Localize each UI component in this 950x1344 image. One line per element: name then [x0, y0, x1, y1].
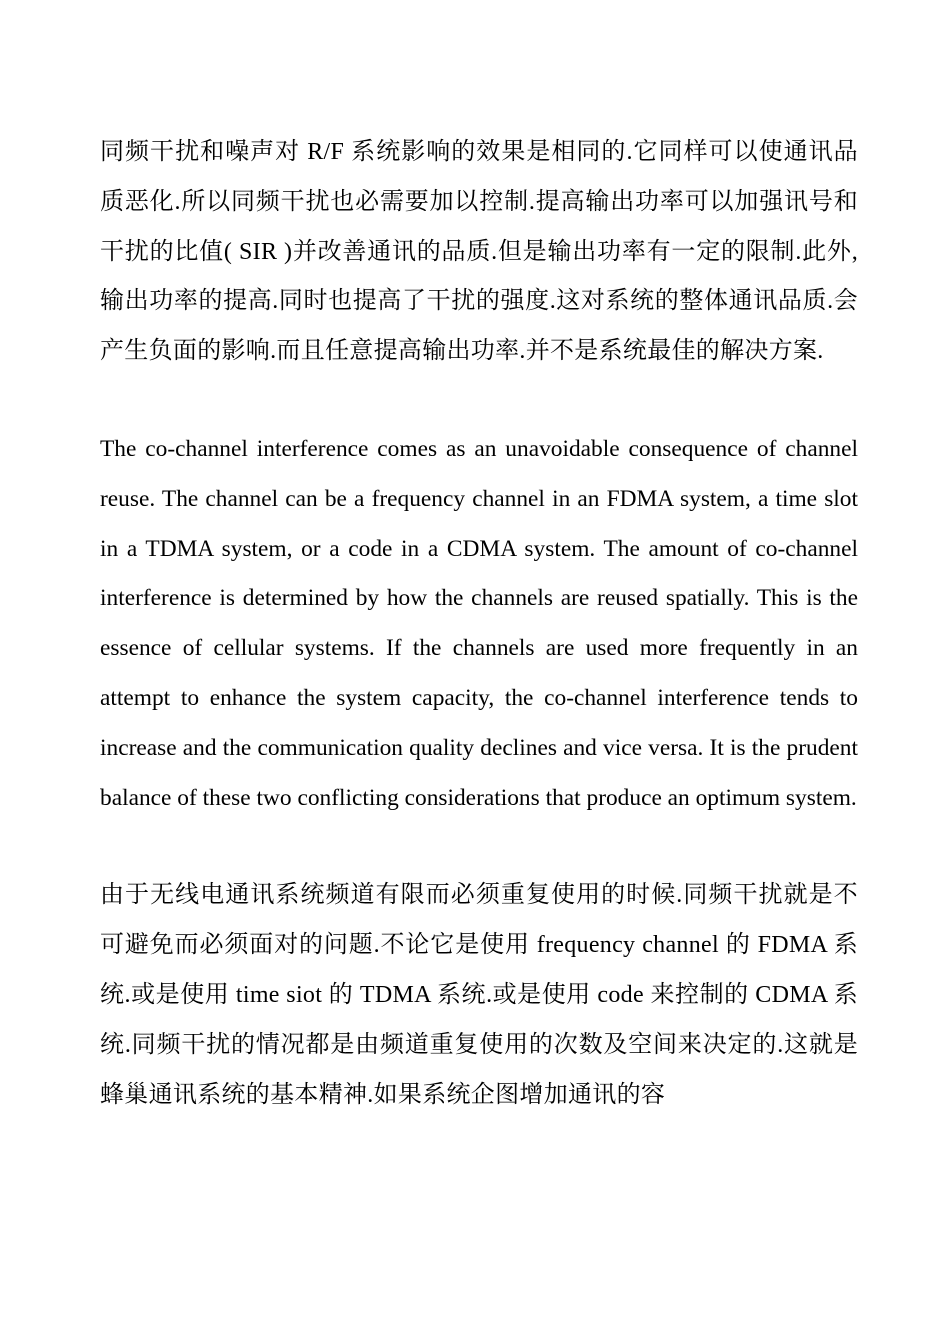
paragraph-cochannel-interference-en: The co-channel interference comes as an unavoidable consequence of channel reuse. The channel can be a frequency channel in an FDMA system, a time slot in a TDMA system, or a code in a CDMA system. The amount of co-channel interference is determined by how the channels are reused spatially. This is the essence of cellular systems. If the channels are used more frequently in an attempt to enhance the system capacity, the co-channel interference tends to increase and the communication quality declines and vice versa. It is the prudent balance of these two conflicting considerations that produce an optimum system.: [100, 435, 858, 811]
document-page: [100, 128, 858, 1120]
paragraph-cochannel-intro-cn: 同频干扰和噪声对 R/F 系统影响的效果是相同的.它同样可以使通讯品质恶化.所以同频干扰也必需要加以控制.提高输出功率可以加强讯号和干扰的比值( SIR )并改善通讯的品质.但是输出功率有一定的限制.此外,输出功率的提高.同时也提高了干扰的强度.这对系统的整体通讯品质.会产生负面的影响.而且任意提高输出功率.并不是系统最佳的解决方案.: [100, 139, 858, 365]
paragraph-channel-reuse-cn: 由于无线电通讯系统频道有限而必须重复使用的时候.同频干扰就是不可避免而必须面对的问题.不论它是使用 frequency channel 的 FDMA 系统.或是使用 time siot 的 TDMA 系统.或是使用 code 来控制的 CDMA 系统.同频干扰的情况都是由频道重复使用的次数及空间来决定的.这就是蜂巢通讯系统的基本精神.如果系统企图增加通讯的容: [100, 882, 858, 1108]
